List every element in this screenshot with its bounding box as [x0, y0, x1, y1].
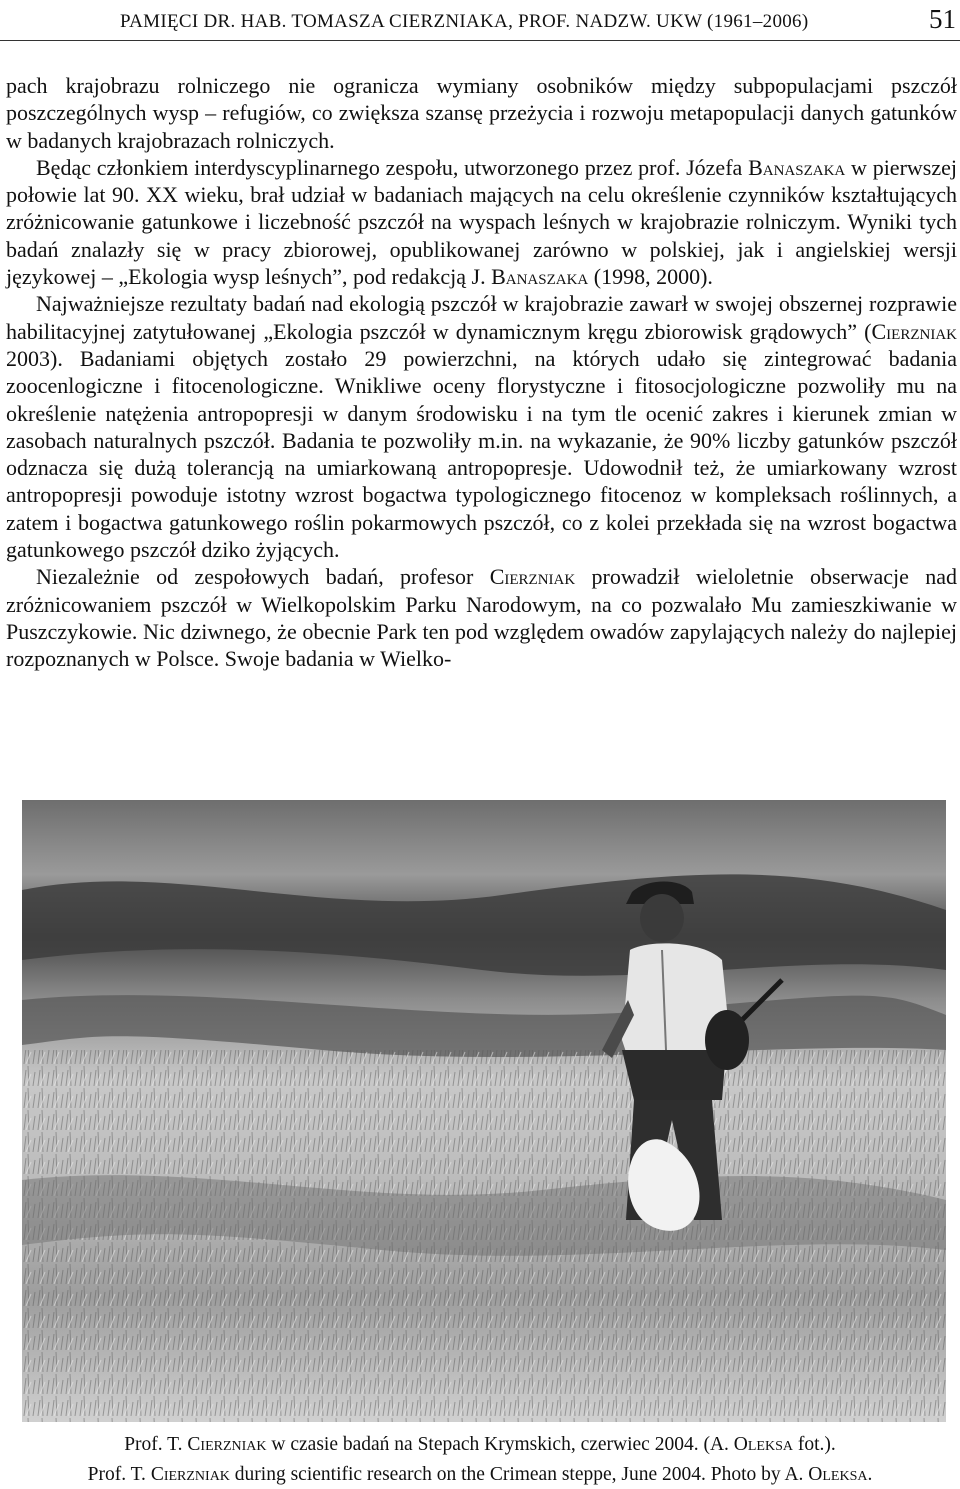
- paragraph-2-text-a: Będąc członkiem interdyscyplinarnego zespołu, utworzonego przez prof. Józefa: [36, 154, 749, 180]
- author-name-banaszak-2: Banaszaka: [491, 264, 589, 290]
- caption-en-text-c: .: [867, 1464, 873, 1485]
- caption-en-text-a: Prof. T.: [87, 1464, 151, 1485]
- paragraph-4-text-b: prowadził wieloletnie obserwacje nad zróżnicowaniem pszczół w Wielkopolskim Parku Narodowym, na co pozwalało Mu zamieszkiwanie w Puszczykowie. Nic dziwnego, że obecnie Park ten pod względem owadów zapylających należy do najlepiej rozpoznanych w Polsce. Swoje badania w Wielko-: [6, 564, 958, 672]
- paragraph-2-text-b: w pierwszej połowie lat 90. XX wieku, brał udział w badaniach mających na celu określenie czynników kształtujących zróżnicowanie gatunkowe i liczebność pszczół na wyspach leśnych w krajobrazie rolniczym. Wyniki tych badań znalazły się w pracy zbiorowej, opublikowanej zarówno w polskiej, jak i angielskiej wersji językowej – „Ekologia wysp leśnych”, pod redakcją J.: [6, 154, 957, 290]
- caption-en-name-cierzniak: Cierzniak: [150, 1464, 230, 1485]
- caption-pl-name-oleksa: Oleksa: [733, 1434, 793, 1455]
- paragraph-2-text-c: (1998, 2000).: [588, 264, 713, 290]
- running-header: [0, 4, 960, 41]
- paragraph-2: [6, 154, 957, 290]
- running-title: PAMIĘCI DR. HAB. TOMASZA CIERZNIAKA, PROF. NADZW. UKW (1961–2006): [120, 11, 809, 32]
- paragraph-3: [6, 290, 957, 563]
- caption-pl-text-c: fot.).: [793, 1434, 836, 1455]
- caption-pl-text-b: w czasie badań na Stepach Krymskich, czerwiec 2004. (A.: [266, 1434, 734, 1455]
- paragraph-3-text-a: Najważniejsze rezultaty badań nad ekologią pszczół w krajobrazie zawarł w swojej obszernej rozprawie habilitacyjnej zatytułowanej „Ekologia pszczół w dynamicznym kręgu zbiorowisk grądowych” (: [6, 291, 957, 344]
- paragraph-1-text: pach krajobrazu rolniczego nie ogranicza wymiany osobników między subpopulacjami pszczół poszczególnych wysp – refugiów, co zwiększa szansę przeżycia i rozwoju metapopulacji danych gatunków w badanych krajobrazach rolniczych.: [6, 73, 957, 153]
- paragraph-4: [6, 563, 957, 672]
- paragraph-1: [6, 72, 957, 154]
- paragraph-3-text-b: 2003). Badaniami objętych zostało 29 powierzchni, na których udało się zintegrować badania zoocenlogiczne i fitocenologiczne. Wnikliwe oceny florystyczne i fitosocjologiczne pozwoliły mu na określenie natężenia antropopresji w danym środowisku i na tym tle ocenić zakres i kierunek zmian w zasobach naturalnych pszczół. Badania te pozwoliły m.in. na wykazanie, że 90% liczby gatunków pszczół odznacza się dużą tolerancją na umiarkowaną antropopresje. Udowodnił też, że umiarkowany wzrost antropopresji powoduje istotny wzrost bogactwa typologicznego fitocenoz w kompleksach roślinnych, a zatem i bogactwa gatunkowego roślin pokarmowych pszczół, co z kolei przekłada się na wzrost bogactwa gatunkowego pszczół dziko żyjących.: [6, 345, 957, 563]
- author-name-cierzniak-2: Cierzniak: [489, 564, 576, 590]
- figure-caption-english: [0, 1464, 960, 1486]
- author-name-cierzniak: Cierzniak: [871, 318, 957, 344]
- caption-pl-text-a: Prof. T.: [124, 1434, 188, 1455]
- caption-en-name-oleksa: Oleksa: [808, 1464, 868, 1485]
- caption-en-text-b: during scientific research on the Crimean steppe, June 2004. Photo by A.: [229, 1464, 809, 1485]
- paragraph-4-text-a: Niezależnie od zespołowych badań, profesor: [36, 564, 490, 590]
- body-text: [6, 72, 957, 673]
- figure-caption-polish: [0, 1434, 960, 1456]
- caption-pl-name-cierzniak: Cierzniak: [187, 1434, 267, 1455]
- author-name-banaszak: Banaszaka: [748, 154, 846, 180]
- page-number: 51: [929, 4, 956, 34]
- steppe-photo: [22, 800, 946, 1422]
- steppe-photo-illustration: [22, 800, 946, 1422]
